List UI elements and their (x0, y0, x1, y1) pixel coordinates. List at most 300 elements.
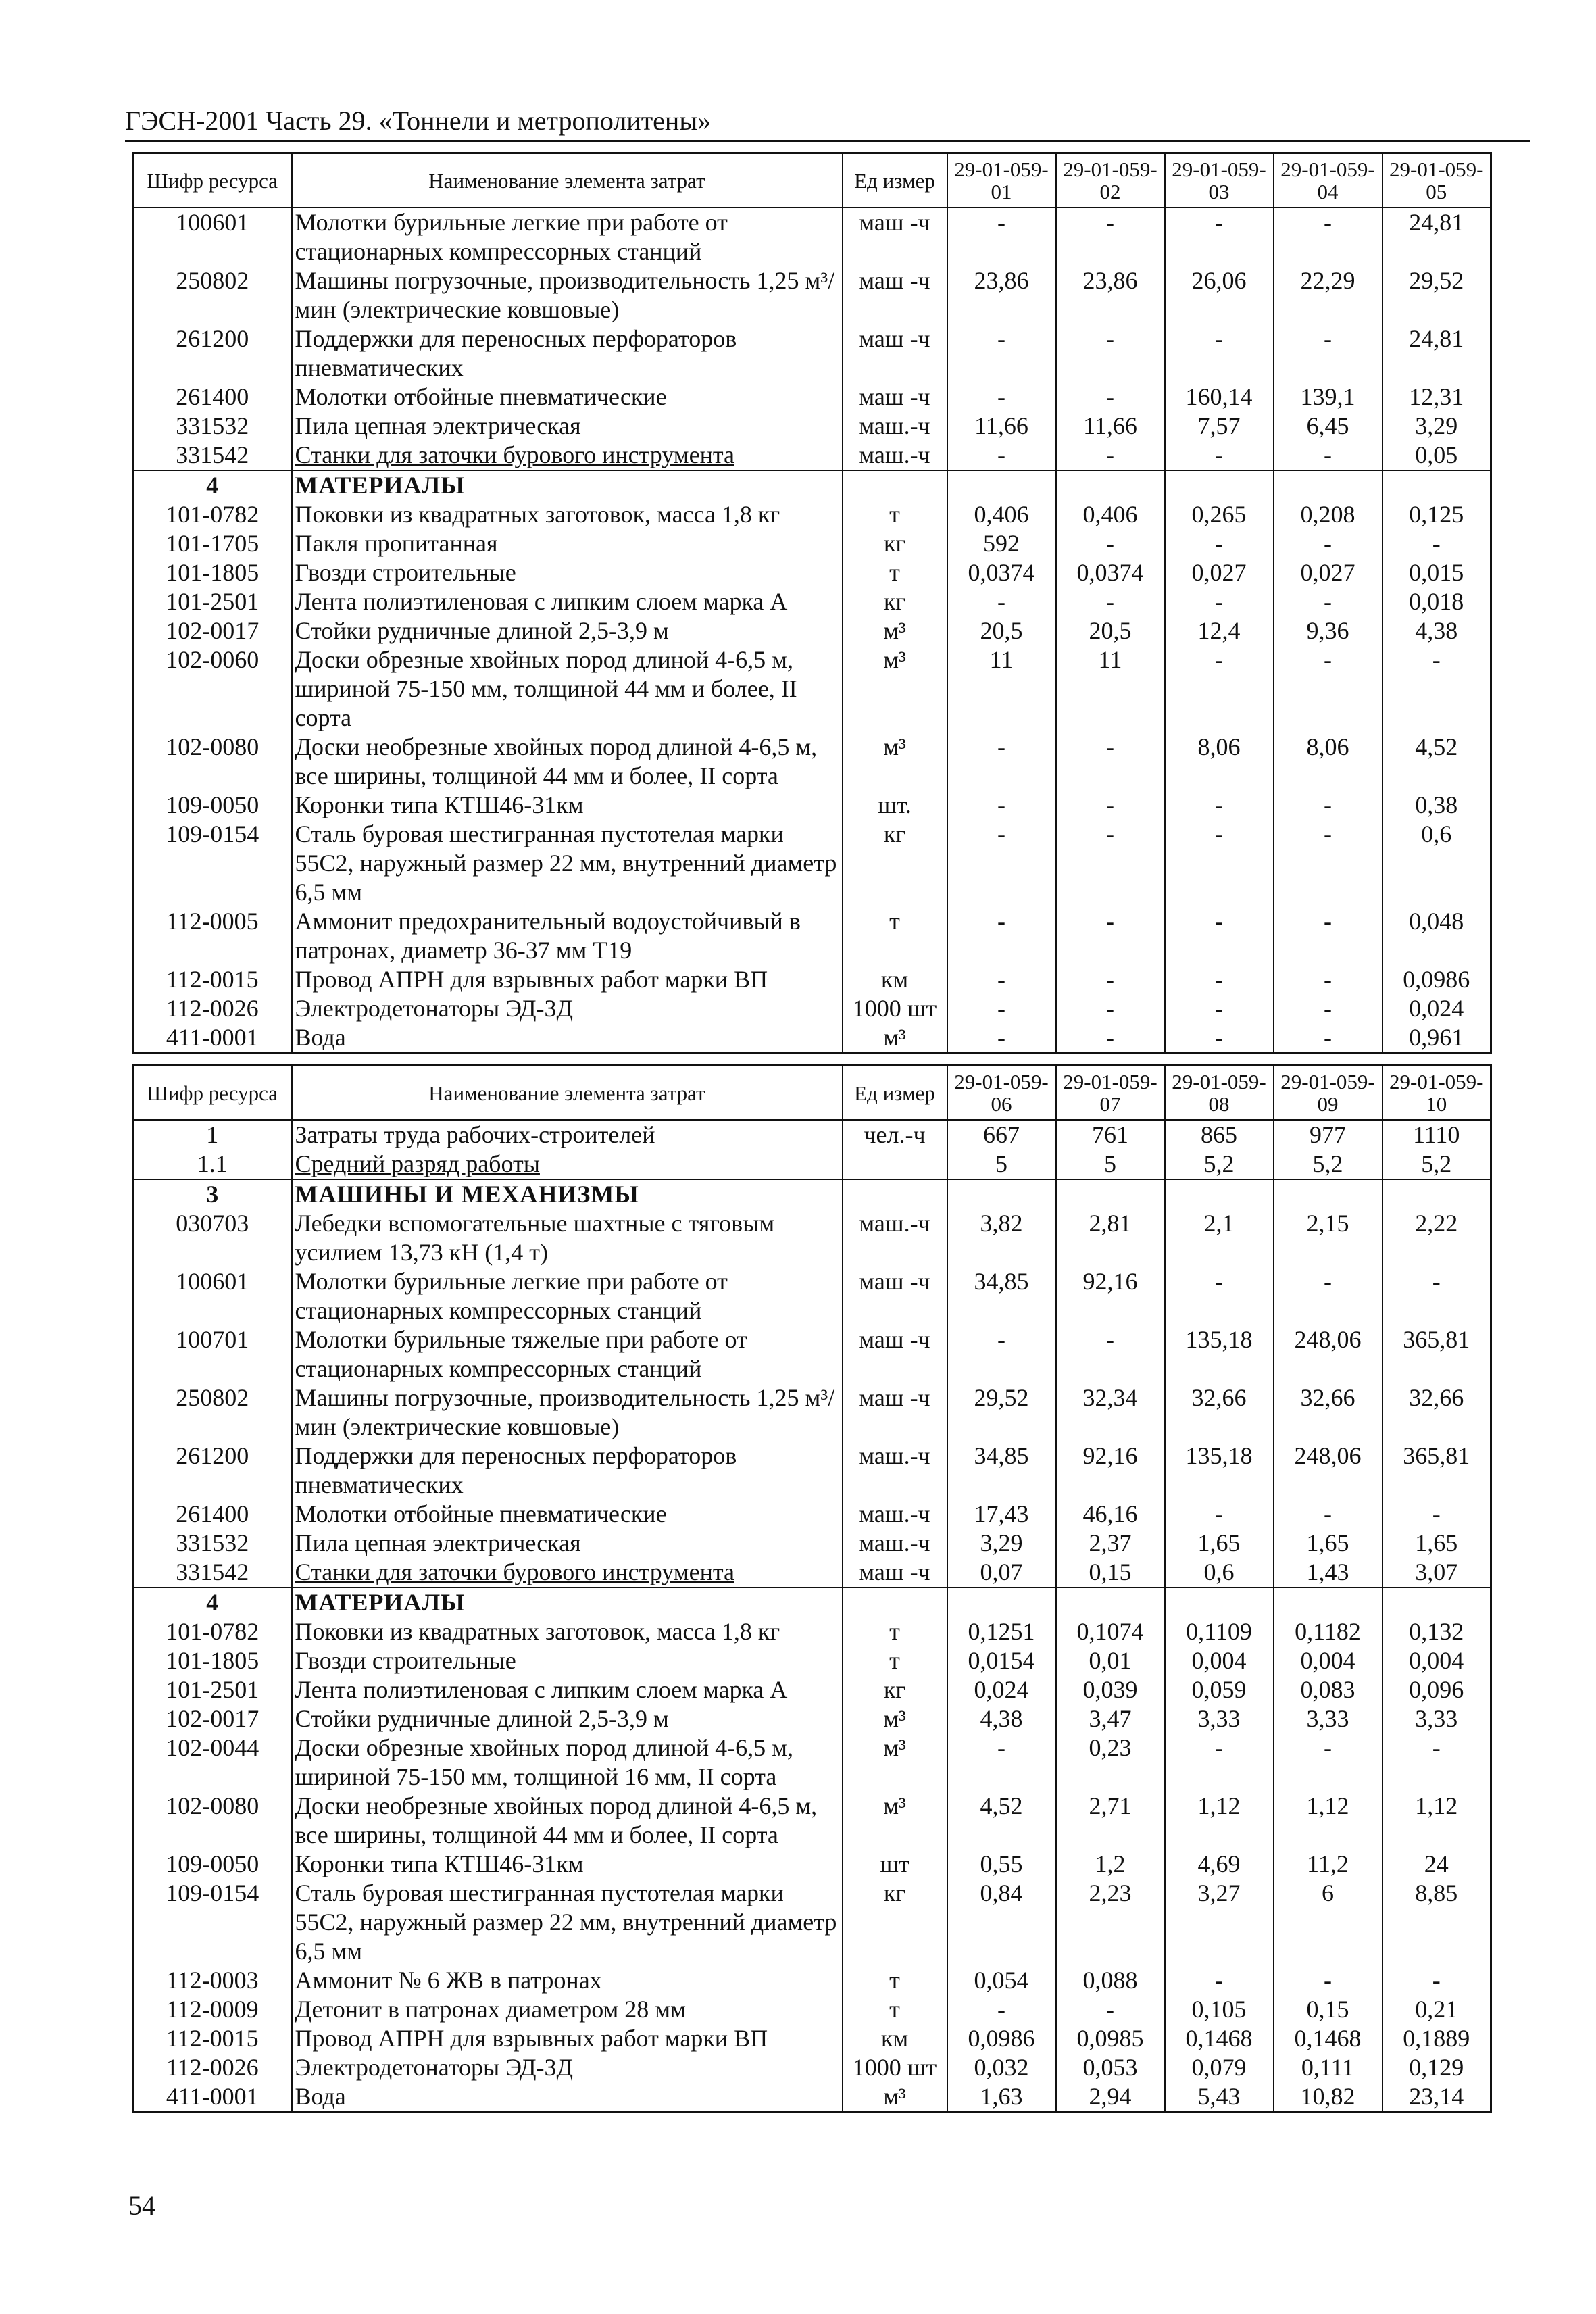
resource-unit: т (843, 500, 947, 529)
resource-value: 0,55 (947, 1850, 1056, 1879)
resource-value: 8,06 (1165, 733, 1274, 791)
resource-name: Молотки бурильные легкие при работе от стационарных компрессорных станций (292, 1267, 843, 1325)
resource-value: - (1056, 994, 1165, 1023)
resource-value: 11 (1056, 645, 1165, 733)
resource-value: 365,81 (1382, 1325, 1491, 1383)
resource-value: - (1165, 441, 1274, 470)
resource-name: Сталь буровая шестигранная пустотелая марки 55С2, наружный размер 22 мм, внутренний диаметр 6,5 мм (292, 1879, 843, 1966)
table-row (133, 324, 1491, 383)
resource-name: Поковки из квадратных заготовок, масса 1,8 кг (292, 1617, 843, 1646)
resource-value: 0,05 (1382, 441, 1491, 470)
resource-value: 0,0154 (947, 1646, 1056, 1675)
resource-value: - (1165, 1500, 1274, 1529)
table-row (133, 500, 1491, 529)
resource-name: Коронки типа КТШ46-31км (292, 791, 843, 820)
resource-code: 100701 (133, 1325, 292, 1383)
resource-value: - (1056, 965, 1165, 994)
resource-name: Поддержки для переносных перфораторов пневматических (292, 1442, 843, 1500)
resource-value (1165, 1587, 1274, 1617)
resource-unit: м³ (843, 645, 947, 733)
resource-value: - (1274, 820, 1382, 907)
resource-value: 23,86 (947, 266, 1056, 324)
resource-value: 20,5 (947, 616, 1056, 645)
resource-value: 0,0374 (947, 558, 1056, 587)
resource-value: - (947, 1995, 1056, 2024)
resource-unit: маш -ч (843, 266, 947, 324)
resource-name: Детонит в патронах диаметром 28 мм (292, 1995, 843, 2024)
resource-value: - (1165, 820, 1274, 907)
resource-unit (843, 1150, 947, 1179)
resource-value: 4,69 (1165, 1850, 1274, 1879)
resource-value: 0,088 (1056, 1966, 1165, 1995)
resource-value: 0,6 (1382, 820, 1491, 907)
resource-value: 248,06 (1274, 1442, 1382, 1500)
resource-unit (843, 470, 947, 500)
resource-value: 34,85 (947, 1442, 1056, 1500)
resource-value: - (1274, 529, 1382, 558)
resource-code: 112-0005 (133, 907, 292, 965)
resource-value (1382, 1587, 1491, 1617)
column-header: 29-01-059-05 (1382, 153, 1491, 208)
resource-code: 411-0001 (133, 1023, 292, 1054)
resource-unit: маш.-ч (843, 1529, 947, 1558)
resource-value: - (1274, 441, 1382, 470)
resource-code: 100601 (133, 207, 292, 266)
resource-value: - (1165, 965, 1274, 994)
resource-name: Лебедки вспомогательные шахтные с тяговым усилием 13,73 кН (1,4 т) (292, 1209, 843, 1267)
resource-value: 0,6 (1165, 1558, 1274, 1587)
table-row (133, 791, 1491, 820)
resource-value: 2,23 (1056, 1879, 1165, 1966)
resource-code: 101-0782 (133, 1617, 292, 1646)
resource-value: - (1274, 645, 1382, 733)
resource-value: - (1382, 1966, 1491, 1995)
resource-name: Гвозди строительные (292, 558, 843, 587)
resource-value: 8,85 (1382, 1879, 1491, 1966)
resource-name: Молотки отбойные пневматические (292, 1500, 843, 1529)
table-row (133, 1850, 1491, 1879)
resource-code: 102-0080 (133, 733, 292, 791)
resource-value: 3,29 (947, 1529, 1056, 1558)
resource-value: - (1165, 907, 1274, 965)
resource-value: 11,2 (1274, 1850, 1382, 1879)
resource-value: 0,0986 (947, 2024, 1056, 2053)
table-row (133, 1209, 1491, 1267)
resource-code: 261200 (133, 324, 292, 383)
resource-value: 667 (947, 1120, 1056, 1150)
resource-value: 4,52 (947, 1792, 1056, 1850)
resource-value: 761 (1056, 1120, 1165, 1150)
resource-name: Молотки бурильные легкие при работе от стационарных компрессорных станций (292, 207, 843, 266)
resource-code: 109-0154 (133, 820, 292, 907)
resource-unit: маш.-ч (843, 1500, 947, 1529)
column-header: 29-01-059-03 (1165, 153, 1274, 208)
resource-name: Поковки из квадратных заготовок, масса 1,8 кг (292, 500, 843, 529)
resource-value: - (1165, 587, 1274, 616)
resource-code: 331542 (133, 1558, 292, 1587)
resource-value: 3,27 (1165, 1879, 1274, 1966)
resource-code: 112-0015 (133, 965, 292, 994)
resource-name: Стойки рудничные длиной 2,5-3,9 м (292, 1704, 843, 1733)
resource-value: - (947, 820, 1056, 907)
resource-code: 112-0026 (133, 2053, 292, 2082)
resource-value: 29,52 (947, 1383, 1056, 1442)
resource-value (947, 1587, 1056, 1617)
section-row (133, 1587, 1491, 1617)
resource-name: Вода (292, 1023, 843, 1054)
resource-value: 865 (1165, 1120, 1274, 1150)
resource-value: - (1056, 207, 1165, 266)
table-row (133, 1879, 1491, 1966)
resource-name: Доски обрезные хвойных пород длиной 4-6,5 м, шириной 75-150 мм, толщиной 16 мм, II сорта (292, 1733, 843, 1792)
resource-unit: т (843, 1966, 947, 1995)
table-header-row (133, 1066, 1491, 1121)
resource-value: 5,2 (1274, 1150, 1382, 1179)
resource-value: - (1274, 965, 1382, 994)
resource-value: 1,43 (1274, 1558, 1382, 1587)
column-header: Ед измер (843, 153, 947, 208)
resource-value: 1,65 (1382, 1529, 1491, 1558)
resource-value: 9,36 (1274, 616, 1382, 645)
resource-value: 24,81 (1382, 324, 1491, 383)
resource-unit: маш -ч (843, 207, 947, 266)
resource-value: - (1382, 1500, 1491, 1529)
resource-value: 0,027 (1165, 558, 1274, 587)
column-header: 29-01-059-04 (1274, 153, 1382, 208)
resource-value: - (1274, 587, 1382, 616)
resource-name: Лента полиэтиленовая с липким слоем марка А (292, 587, 843, 616)
resource-value: 32,66 (1165, 1383, 1274, 1442)
resource-value: 7,57 (1165, 412, 1274, 441)
resource-value: 5,43 (1165, 2082, 1274, 2113)
resource-code: 1.1 (133, 1150, 292, 1179)
resource-unit: м³ (843, 616, 947, 645)
resource-value: 11,66 (947, 412, 1056, 441)
table-row (133, 1558, 1491, 1587)
resource-value: - (1165, 207, 1274, 266)
resource-value: 2,71 (1056, 1792, 1165, 1850)
resource-value: 0,059 (1165, 1675, 1274, 1704)
table-row (133, 383, 1491, 412)
page-number: 54 (128, 2190, 155, 2221)
resource-value: 4,38 (947, 1704, 1056, 1733)
resource-value: 0,1251 (947, 1617, 1056, 1646)
resource-name: Коронки типа КТШ46-31км (292, 1850, 843, 1879)
table-row (133, 1023, 1491, 1054)
table-row (133, 2024, 1491, 2053)
resource-code: 109-0154 (133, 1879, 292, 1966)
resource-value: 8,06 (1274, 733, 1382, 791)
resource-value: - (1165, 994, 1274, 1023)
resource-value: - (1056, 1023, 1165, 1054)
resource-name: МАТЕРИАЛЫ (292, 1587, 843, 1617)
resource-value: 10,82 (1274, 2082, 1382, 2113)
resource-unit: маш -ч (843, 1383, 947, 1442)
resource-value: 20,5 (1056, 616, 1165, 645)
resource-value: 0,21 (1382, 1995, 1491, 2024)
table-header-row (133, 153, 1491, 208)
resource-value (1274, 1587, 1382, 1617)
resource-code: 331532 (133, 412, 292, 441)
table-row (133, 1120, 1491, 1150)
column-header: 29-01-059-01 (947, 153, 1056, 208)
resource-value: 1110 (1382, 1120, 1491, 1150)
resource-value: 0,208 (1274, 500, 1382, 529)
resource-unit: кг (843, 1675, 947, 1704)
resource-unit: м³ (843, 1792, 947, 1850)
resource-unit: км (843, 2024, 947, 2053)
resource-value: 3,47 (1056, 1704, 1165, 1733)
resource-value: - (1056, 441, 1165, 470)
table-row (133, 965, 1491, 994)
resource-value: 5,2 (1165, 1150, 1274, 1179)
resource-value: 365,81 (1382, 1442, 1491, 1500)
resource-name: Пила цепная электрическая (292, 412, 843, 441)
resource-value: 0,004 (1165, 1646, 1274, 1675)
resource-value: 2,81 (1056, 1209, 1165, 1267)
table-row (133, 587, 1491, 616)
resource-name: Провод АПРН для взрывных работ марки ВП (292, 965, 843, 994)
table-row (133, 2053, 1491, 2082)
resource-unit: маш.-ч (843, 441, 947, 470)
resource-value: 0,079 (1165, 2053, 1274, 2082)
resource-value: 0,024 (1382, 994, 1491, 1023)
resource-value: 0,15 (1056, 1558, 1165, 1587)
resource-value: 2,15 (1274, 1209, 1382, 1267)
resource-value (1056, 470, 1165, 500)
resource-value: 3,82 (947, 1209, 1056, 1267)
resource-unit: маш -ч (843, 1267, 947, 1325)
resource-value: 11 (947, 645, 1056, 733)
resource-value: 0,132 (1382, 1617, 1491, 1646)
resource-unit: т (843, 1646, 947, 1675)
resource-value: 46,16 (1056, 1500, 1165, 1529)
resource-value: 4,52 (1382, 733, 1491, 791)
table-row (133, 1675, 1491, 1704)
table-row (133, 2082, 1491, 2113)
resource-value: 0,111 (1274, 2053, 1382, 2082)
resource-value: 0,054 (947, 1966, 1056, 1995)
resource-name: Доски необрезные хвойных пород длиной 4-6,5 м, все ширины, толщиной 44 мм и более, II сорта (292, 733, 843, 791)
table-row (133, 1617, 1491, 1646)
resource-unit: маш -ч (843, 383, 947, 412)
resource-value: 0,38 (1382, 791, 1491, 820)
resource-value: 12,4 (1165, 616, 1274, 645)
resource-value: 0,032 (947, 2053, 1056, 2082)
resource-value: 0,015 (1382, 558, 1491, 587)
resource-code: 112-0003 (133, 1966, 292, 1995)
resource-value: 0,039 (1056, 1675, 1165, 1704)
resource-value: 0,1074 (1056, 1617, 1165, 1646)
resource-value: 0,083 (1274, 1675, 1382, 1704)
resource-value (1056, 1587, 1165, 1617)
resource-name: Пакля пропитанная (292, 529, 843, 558)
resource-name: Доски обрезные хвойных пород длиной 4-6,5 м, шириной 75-150 мм, толщиной 44 мм и более, II сорта (292, 645, 843, 733)
resource-name: Молотки бурильные тяжелые при работе от стационарных компрессорных станций (292, 1325, 843, 1383)
table-row (133, 1442, 1491, 1500)
resource-unit: маш -ч (843, 324, 947, 383)
resource-code: 250802 (133, 1383, 292, 1442)
resource-value: 17,43 (947, 1500, 1056, 1529)
resource-table-1 (132, 152, 1492, 1054)
resource-code: 102-0080 (133, 1792, 292, 1850)
table-row (133, 1995, 1491, 2024)
resource-value: - (947, 324, 1056, 383)
resource-value: - (1056, 791, 1165, 820)
resource-value: 2,1 (1165, 1209, 1274, 1267)
resource-value: 0,406 (947, 500, 1056, 529)
resource-value: 2,22 (1382, 1209, 1491, 1267)
resource-value: 0,0985 (1056, 2024, 1165, 2053)
resource-unit: кг (843, 587, 947, 616)
section-row (133, 470, 1491, 500)
resource-code: 4 (133, 1587, 292, 1617)
resource-value: 92,16 (1056, 1442, 1165, 1500)
resource-value (1274, 1179, 1382, 1209)
resource-value: - (947, 907, 1056, 965)
resource-unit: маш.-ч (843, 1209, 947, 1267)
resource-code: 030703 (133, 1209, 292, 1267)
resource-value: 0,1468 (1165, 2024, 1274, 2053)
table-row (133, 1646, 1491, 1675)
resource-value: - (1165, 1023, 1274, 1054)
resource-unit: кг (843, 820, 947, 907)
resource-value: - (1056, 907, 1165, 965)
table-row (133, 1966, 1491, 1995)
resource-value: 0,961 (1382, 1023, 1491, 1054)
resource-value: 0,027 (1274, 558, 1382, 587)
column-header: Ед измер (843, 1066, 947, 1121)
table-row (133, 558, 1491, 587)
resource-value: - (1056, 733, 1165, 791)
resource-value: - (1382, 645, 1491, 733)
resource-value: 160,14 (1165, 383, 1274, 412)
column-header: 29-01-059-10 (1382, 1066, 1491, 1121)
resource-value: - (1056, 587, 1165, 616)
resource-value: 1,12 (1382, 1792, 1491, 1850)
page-header: ГЭСН-2001 Часть 29. «Тоннели и метрополитены» (125, 105, 1530, 142)
resource-value: 0,0986 (1382, 965, 1491, 994)
table-row (133, 1704, 1491, 1733)
resource-code: 109-0050 (133, 791, 292, 820)
resource-value: - (947, 207, 1056, 266)
resource-value: - (1382, 529, 1491, 558)
resource-value: 977 (1274, 1120, 1382, 1150)
resource-name: Машины погрузочные, производительность 1,25 м³/мин (электрические ковшовые) (292, 266, 843, 324)
resource-code: 109-0050 (133, 1850, 292, 1879)
resource-value: 0,84 (947, 1879, 1056, 1966)
resource-code: 112-0026 (133, 994, 292, 1023)
resource-value: 3,07 (1382, 1558, 1491, 1587)
table-row (133, 1267, 1491, 1325)
resource-value: 3,33 (1382, 1704, 1491, 1733)
resource-value: - (947, 994, 1056, 1023)
resource-value: 26,06 (1165, 266, 1274, 324)
resource-value: - (1382, 1267, 1491, 1325)
resource-value: - (1056, 324, 1165, 383)
resource-name: Доски необрезные хвойных пород длиной 4-6,5 м, все ширины, толщиной 44 мм и более, II сорта (292, 1792, 843, 1850)
resource-value: - (947, 383, 1056, 412)
resource-value (1165, 470, 1274, 500)
resource-value (1056, 1179, 1165, 1209)
resource-value: 11,66 (1056, 412, 1165, 441)
resource-value: 23,86 (1056, 266, 1165, 324)
resource-value: 0,23 (1056, 1733, 1165, 1792)
resource-value: - (947, 1325, 1056, 1383)
resource-unit: маш -ч (843, 1325, 947, 1383)
resource-value: 135,18 (1165, 1325, 1274, 1383)
resource-value: 3,33 (1165, 1704, 1274, 1733)
resource-value: 5 (1056, 1150, 1165, 1179)
column-header: Наименование элемента затрат (292, 153, 843, 208)
resource-unit: маш -ч (843, 1558, 947, 1587)
resource-value: 6 (1274, 1879, 1382, 1966)
resource-value: 0,1182 (1274, 1617, 1382, 1646)
column-header: 29-01-059-08 (1165, 1066, 1274, 1121)
resource-value: 2,37 (1056, 1529, 1165, 1558)
resource-unit: 1000 шт (843, 2053, 947, 2082)
resource-value: 24 (1382, 1850, 1491, 1879)
column-header: Наименование элемента затрат (292, 1066, 843, 1121)
resource-value: 32,66 (1382, 1383, 1491, 1442)
resource-unit: шт (843, 1850, 947, 1879)
resource-code: 250802 (133, 266, 292, 324)
resource-value: 34,85 (947, 1267, 1056, 1325)
resource-value: - (947, 733, 1056, 791)
table-row (133, 529, 1491, 558)
resource-value: 6,45 (1274, 412, 1382, 441)
resource-code: 102-0017 (133, 616, 292, 645)
resource-value: - (1165, 529, 1274, 558)
resource-code: 261400 (133, 1500, 292, 1529)
resource-name: МАТЕРИАЛЫ (292, 470, 843, 500)
resource-value: 12,31 (1382, 383, 1491, 412)
table-row (133, 616, 1491, 645)
resource-value: - (1165, 645, 1274, 733)
resource-value: 0,018 (1382, 587, 1491, 616)
table-row (133, 820, 1491, 907)
resource-value: - (1056, 820, 1165, 907)
resource-value: - (947, 587, 1056, 616)
resource-unit: т (843, 1617, 947, 1646)
resource-value: 0,096 (1382, 1675, 1491, 1704)
resource-code: 101-0782 (133, 500, 292, 529)
resource-value: 0,1889 (1382, 2024, 1491, 2053)
resource-value: 2,94 (1056, 2082, 1165, 2113)
resource-name: Провод АПРН для взрывных работ марки ВП (292, 2024, 843, 2053)
resource-code: 4 (133, 470, 292, 500)
resource-value: - (1274, 1267, 1382, 1325)
resource-value: - (1165, 324, 1274, 383)
resource-value (947, 1179, 1056, 1209)
resource-name: МАШИНЫ И МЕХАНИЗМЫ (292, 1179, 843, 1209)
resource-name: Затраты труда рабочих-строителей (292, 1120, 843, 1150)
resource-value: 1,2 (1056, 1850, 1165, 1879)
resource-code: 101-2501 (133, 587, 292, 616)
resource-name: Аммонит № 6 ЖВ в патронах (292, 1966, 843, 1995)
resource-code: 101-1805 (133, 558, 292, 587)
resource-value: - (1056, 383, 1165, 412)
table-row (133, 1150, 1491, 1179)
resource-value: - (1274, 907, 1382, 965)
resource-value: 0,15 (1274, 1995, 1382, 2024)
resource-value: 248,06 (1274, 1325, 1382, 1383)
resource-value: - (947, 965, 1056, 994)
resource-code: 102-0017 (133, 1704, 292, 1733)
table-row (133, 733, 1491, 791)
resource-unit: км (843, 965, 947, 994)
resource-value: 1,12 (1165, 1792, 1274, 1850)
